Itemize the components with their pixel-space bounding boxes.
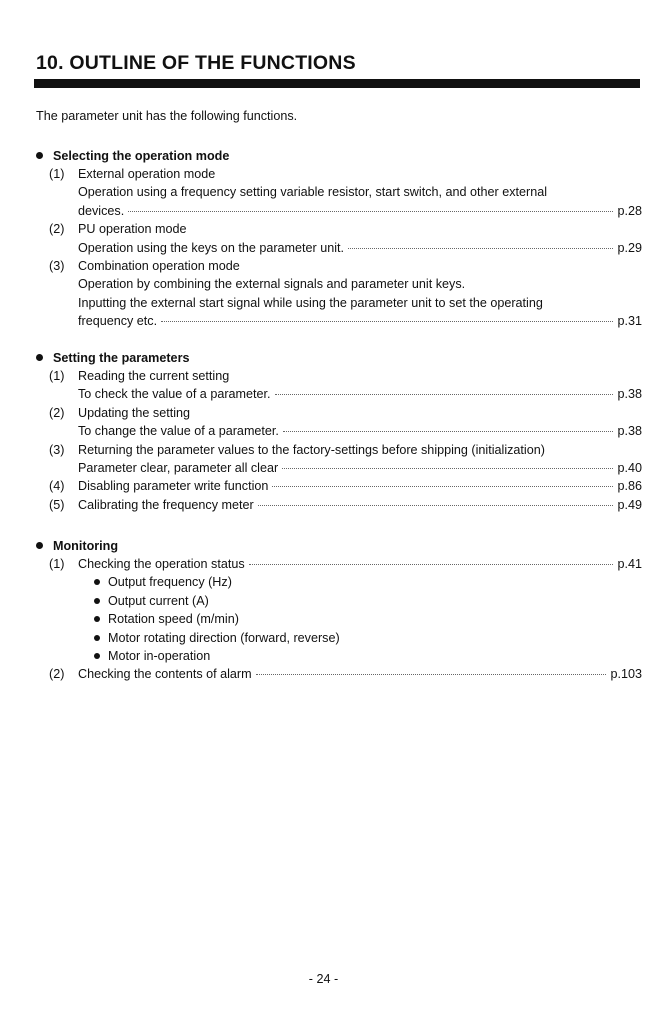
list-item: (3) Returning the parameter values to the factory-settings before shipping (initialization): [49, 442, 545, 457]
sub-bullet-item: Output frequency (Hz): [36, 573, 642, 591]
toc-leader-line: frequency etc. p.31: [78, 312, 642, 330]
list-item: (5) Calibrating the frequency meter p.49: [36, 496, 642, 514]
title-rule: [34, 79, 640, 88]
list-item: (4) Disabling parameter write function p.86: [36, 477, 642, 495]
bullet-icon: [94, 598, 100, 604]
list-item: (1) External operation mode: [49, 167, 216, 181]
sub-bullet-item: Output current (A): [36, 592, 642, 610]
page-title: 10. OUTLINE OF THE FUNCTIONS: [36, 52, 356, 74]
page-ref: p.38: [617, 387, 642, 402]
toc-leader-line: devices. p.28: [78, 202, 642, 220]
page-ref: p.41: [617, 557, 642, 571]
page-ref: p.28: [617, 203, 642, 218]
bullet-icon: [36, 354, 43, 361]
sub-bullet-item: Motor in-operation: [36, 647, 642, 665]
list-item: (1) Reading the current setting: [49, 369, 230, 383]
bullet-icon: [94, 653, 100, 659]
toc-leader-line: Calibrating the frequency meter p.49: [78, 496, 642, 514]
bullet-icon: [36, 152, 43, 159]
bullet-icon: [36, 542, 43, 549]
list-item: (2) Updating the setting: [49, 405, 191, 420]
page-ref: p.40: [617, 460, 642, 475]
sub-bullet-item: Rotation speed (m/min): [36, 610, 642, 628]
list-item: (2) Checking the contents of alarm p.103: [36, 665, 642, 683]
section-heading: Monitoring: [36, 537, 642, 555]
list-item: (2) PU operation mode: [49, 222, 187, 237]
page-number: - 24 -: [308, 972, 339, 986]
section-parameters: [36, 349, 642, 514]
toc-leader-line: Operation using the keys on the parameter unit. p.29: [78, 239, 642, 257]
list-item: (1) Checking the operation status p.41: [36, 555, 642, 573]
section-monitoring: [36, 537, 642, 684]
toc-leader-line: Checking the contents of alarm p.103: [78, 665, 642, 683]
bullet-icon: [94, 579, 100, 585]
sub-bullet-item: Motor rotating direction (forward, reverse): [36, 629, 642, 647]
section-heading: Setting the parameters: [36, 349, 642, 367]
toc-leader-line: Disabling parameter write function p.86: [78, 477, 642, 495]
toc-leader-line: Checking the operation status p.41: [78, 555, 642, 573]
page-ref: p.103: [610, 667, 642, 682]
list-item: (3) Combination operation mode: [49, 258, 240, 273]
section-heading: Selecting the operation mode: [36, 147, 642, 165]
bullet-icon: [94, 616, 100, 622]
page-ref: p.31: [617, 314, 642, 329]
section-operation-mode: Selecting the operation mode (1) External operation mode Operation using a frequency setting variable resistor, start switch, and other external devices. p.28 (2) PU operation mode Operation using the keys on the parameter unit. p.29 (3) Combination operation mode Operation by combining the external signals and parameter unit keys. Inputting the external start signal while using the parameter unit to set the operating frequency etc. p.31: [36, 147, 642, 331]
page-ref: p.29: [617, 240, 642, 255]
page-ref: p.38: [617, 424, 642, 439]
intro-text: The parameter unit has the following functions.: [36, 109, 298, 123]
bullet-icon: [94, 635, 100, 641]
page-ref: p.86: [617, 479, 642, 494]
page-ref: p.49: [617, 497, 642, 512]
toc-leader-line: Parameter clear, parameter all clear p.40: [78, 459, 642, 477]
toc-leader-line: To check the value of a parameter. p.38: [78, 385, 642, 403]
toc-leader-line: To change the value of a parameter. p.38: [78, 422, 642, 440]
